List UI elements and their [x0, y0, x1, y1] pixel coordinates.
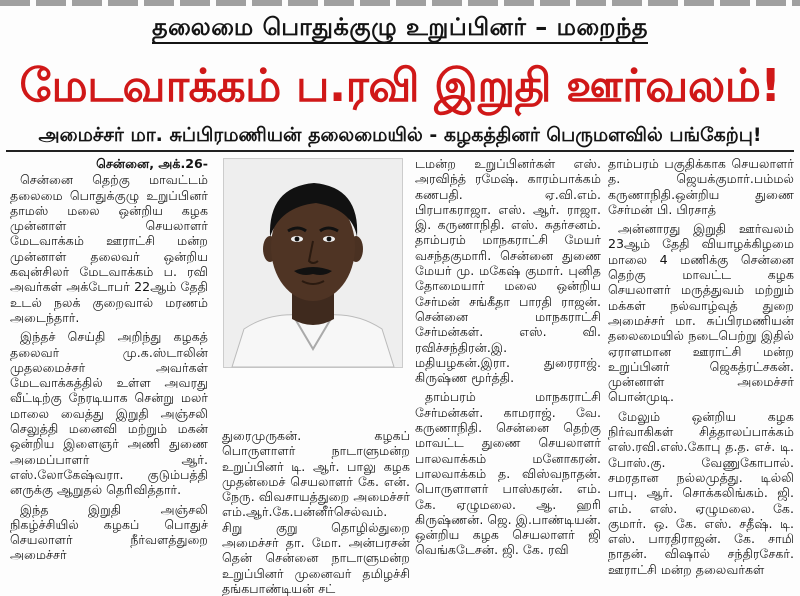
kicker-text: தலைமை பொதுக்குழு உறுப்பினர் – மறைந்த — [152, 13, 648, 44]
paragraph: டமன்ற உறுப்பினர்கள் எஸ். அரவிந்த் ரமேஷ். காரம்பாக்கம் கணபதி. ஏ.வி.எம். பிரபாகராஜா. எஸ். ஆர். ராஜா. இ. கருணாநிதி. எஸ். சுதர்சனம். தாம்பரம் மாநகராட்சி மேயர் வசந்தகுமாரி. சென்னை துணை மேயர் மு. மகேஷ் குமார். புனித தோமையார் மலை ஒன்றிய சேர்மன் சங்கீதா பாரதி ராஜன். சென்னை மாநகராட்சி சேர்மன்கள். எஸ். வி. ரவிச்சந்திரன்.இ. மதியழகன்.இரா. துரைராஜ். கிருஷ்ண மூர்த்தி. — [415, 156, 601, 386]
subheadline: அமைச்சர் மா. சுப்பிரமணியன் தலைமையில் - கழகத்தினர் பெருமளவில் பங்கேற்பு! — [38, 124, 762, 146]
portrait-illustration — [224, 159, 402, 367]
paragraph: தாம்பரம் பகுதிக்காக செயலாளர் த. ஜெயக்குமார்.பம்மல் கருணாநிதி.ஒன்றிய துணை சேர்மன் பி. பிரசாத் — [608, 156, 794, 217]
paragraph: மேலும் ஒன்றிய கழக நிர்வாகிகள் சித்தாலப்பாக்கம் எஸ்.ரவி.எஸ்.கோபு த.த. எச். டி. போஸ்.கு. வேணுகோபால். சமரதான நல்லமுத்து. டில்லி பாபு. ஆர். சொக்கலிங்கம். ஜி. எம். எஸ். ஏழுமலை. கே. குமார். ஒ. கே. எஸ். சதீஷ். டி. எஸ். பாரதிராஜன். கே. சாமி நாதன். விஷால் சந்திரசேகர். ஊராட்சி மன்ற தலைவர்கள் — [608, 408, 794, 577]
paragraph: இந்த இறுதி அஞ்சலி நிகழ்ச்சியில் கழகப் பொதுச் செயலாளர் நீர்வளத்துறை அமைச்சர் — [10, 501, 208, 563]
article-column-3 — [415, 156, 601, 558]
portrait-photo — [223, 158, 403, 368]
paragraph: அன்னாரது இறுதி ஊர்வலம் 23ஆம் தேதி வியாழக்கிழமை மாலை 4 மணிக்கு சென்னை தெற்கு மாவட்ட கழக செயலாளர் மருத்துவம் மற்றும் மக்கள் நல்வாழ்வுத் துறை அமைச்சர் மா. சுப்பிரமணியன் தலைமையில் நடைபெற்று இதில் ஏராளமான ஊராட்சி மன்ற உறுப்பினர் ஜெகத்ரட்சகன். முன்னாள் அமைச்சர் பொன்முடி. — [608, 221, 794, 405]
paragraph: சென்னை தெற்கு மாவட்டம் தலைமை பொதுக்குழு உறுப்பினர் தாமஸ் மலை ஒன்றிய கழக முன்னாள் செயலாளர் மேடவாக்கம் ஊராட்சி மன்ற முன்னாள் தலைவர் ஒன்றிய கவுன்சிலர் மேடவாக்கம் ப. ரவி அவர்கள் அக்டோபர் 22ஆம் தேதி உடல் நலக் குறைவால் மரணம் அடைந்தார். — [10, 172, 208, 325]
article-column-4 — [608, 156, 794, 577]
paragraph: தாம்பரம் மாநகராட்சி சேர்மன்கள். காமராஜ். வே. கருணாநிதி. சென்னை தெற்கு மாவட்ட துணை செயலாளர் பாலவாக்கம் மனோகரன். பாலவாக்கம் த. விஸ்வநாதன். பொருளாளர் பாஸ்கரன். எம். கே. ஏழுமலை. ஆ. ஹரி கிருஷ்ணன். ஜெ. இ.பாண்டியன். ஒன்றிய கழக செயலாளர் ஜி வெங்கடேசன். ஜி. கே. ரவி — [415, 389, 601, 558]
kicker-line — [0, 10, 800, 44]
article-column-2 — [222, 428, 410, 596]
masthead-strip — [0, 0, 800, 6]
article-column-1 — [10, 156, 208, 563]
divider — [6, 150, 794, 152]
paragraph: துரைமுருகன். கழகப் பொருளாளர் நாடாளுமன்ற உறுப்பினர் டி. ஆர். பாலு கழக முதன்மைச் செயலாளர் கே. என். நேரு. விவசாயத்துறை அமைச்சர் எம்.ஆர்.கே.பன்னீர்செல்வம். சிறு குறு தொழில்துறை அமைச்சர் தா. மோ. அன்பரசன் தென் சென்னை நாடாளுமன்ற உறுப்பினர் முனைவர் தமிழச்சி தங்கபாண்டியன் சட் — [222, 428, 410, 596]
paragraph: இந்தச் செய்தி அறிந்து கழகத் தலைவர் மு.க.ஸ்டாலின் முதலமைச்சர் அவர்கள் மேடவாக்கத்தில் உள்ள அவரது வீட்டிற்கு நேரடியாக சென்று மலர் மாலை வைத்து இறுதி அஞ்சலி செலுத்தி மனைவி மற்றும் மகன் ஒன்றிய இளைஞர் அணி துணை அமைப்பாளர் ஆர். எஸ்.லோகேஷ்வரா. குடும்பத்தி னருக்கு ஆறுதல் தெரிவித்தார். — [10, 329, 208, 498]
headline: மேடவாக்கம் ப.ரவி இறுதி ஊர்வலம்! — [19, 59, 781, 112]
dateline: சென்னை, அக்.26- — [96, 156, 208, 171]
